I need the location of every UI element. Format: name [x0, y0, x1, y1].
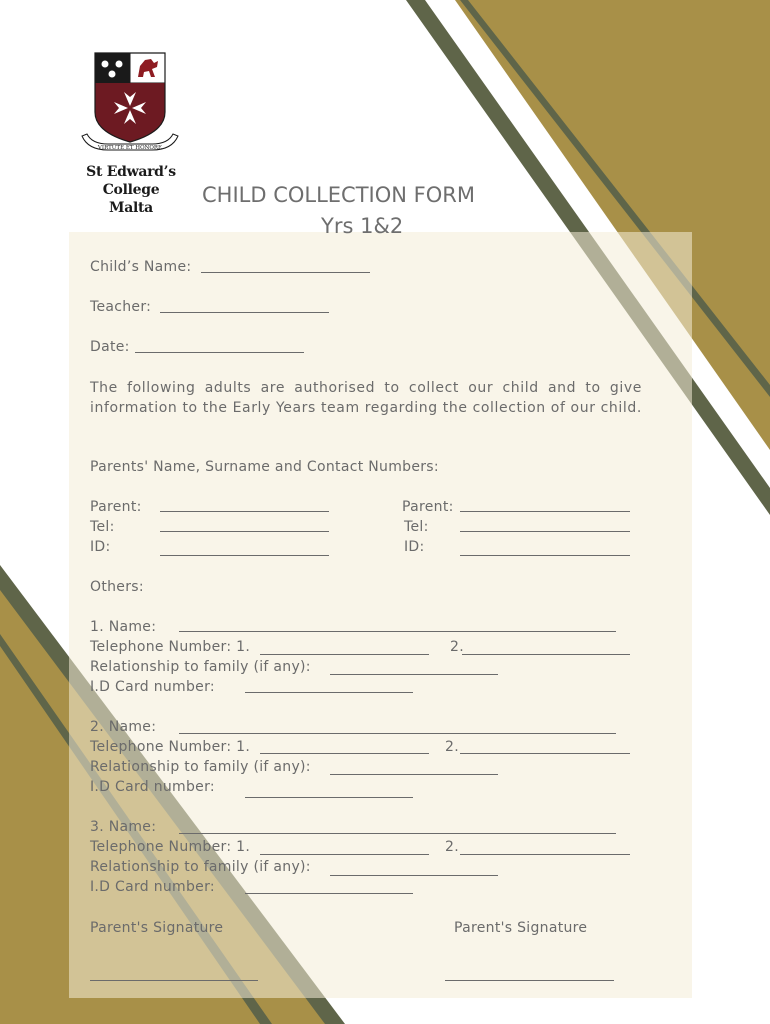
parent-2-tel-field[interactable]: [460, 531, 630, 532]
other-1-tel2-label: 2.: [450, 639, 464, 655]
other-1-name-label: 1. Name:: [90, 619, 157, 635]
other-1-tel2-field[interactable]: [462, 654, 630, 655]
other-2-name-field[interactable]: [179, 733, 616, 734]
parent-1-field[interactable]: [160, 511, 329, 512]
authorisation-statement: The following adults are authorised to collect our child and to give information to the Early Years team regarding the collection of our child.: [90, 380, 642, 416]
date-label: Date:: [90, 339, 130, 355]
signature-right-field[interactable]: [445, 980, 614, 981]
other-3-id-field[interactable]: [245, 893, 413, 894]
parents-heading: Parents' Name, Surname and Contact Numbers:: [90, 459, 439, 475]
other-2-id-field[interactable]: [245, 797, 413, 798]
parent-2-field[interactable]: [460, 511, 630, 512]
parent-2-id-label: ID:: [404, 539, 425, 555]
other-3-id-label: I.D Card number:: [90, 879, 215, 895]
college-name-line1: St Edward’s College: [86, 164, 176, 198]
other-3-tel-label: Telephone Number: 1.: [90, 839, 251, 855]
other-3-name-label: 3. Name:: [90, 819, 157, 835]
signature-left-field[interactable]: [90, 980, 258, 981]
childs-name-label: Child’s Name:: [90, 259, 192, 275]
parent-2-id-field[interactable]: [460, 555, 630, 556]
parent-1-tel-label: Tel:: [90, 519, 115, 535]
childs-name-field[interactable]: [201, 272, 370, 273]
other-3-relationship-label: Relationship to family (if any):: [90, 859, 311, 875]
other-1-relationship-label: Relationship to family (if any):: [90, 659, 311, 675]
date-field[interactable]: [135, 352, 304, 353]
form-subtitle: Yrs 1&2: [321, 214, 404, 238]
other-1-name-field[interactable]: [179, 631, 616, 632]
college-name-line2: Malta: [109, 200, 153, 216]
other-1-relationship-field[interactable]: [330, 674, 498, 675]
parent-1-id-field[interactable]: [160, 555, 329, 556]
other-3-tel2-label: 2.: [445, 839, 459, 855]
parent-1-tel-field[interactable]: [160, 531, 329, 532]
parent-2-label: Parent:: [402, 499, 454, 515]
college-name: [58, 163, 204, 217]
other-1-tel-label: Telephone Number: 1.: [90, 639, 251, 655]
other-1-id-field[interactable]: [245, 692, 413, 693]
others-heading: Others:: [90, 579, 144, 595]
parent-1-id-label: ID:: [90, 539, 111, 555]
other-2-tel1-field[interactable]: [260, 753, 429, 754]
parent-2-tel-label: Tel:: [404, 519, 429, 535]
signature-right-label: Parent's Signature: [454, 920, 588, 936]
parent-1-label: Parent:: [90, 499, 142, 515]
crest-motto: VIRTUTE ET HONORE: [97, 145, 163, 151]
other-3-relationship-field[interactable]: [330, 875, 498, 876]
other-2-id-label: I.D Card number:: [90, 779, 215, 795]
college-crest-logo: [78, 50, 184, 160]
other-3-tel2-field[interactable]: [460, 854, 630, 855]
other-3-name-field[interactable]: [179, 833, 616, 834]
other-2-relationship-label: Relationship to family (if any):: [90, 759, 311, 775]
other-2-tel2-field[interactable]: [460, 753, 630, 754]
other-2-tel-label: Telephone Number: 1.: [90, 739, 251, 755]
teacher-field[interactable]: [160, 312, 329, 313]
teacher-label: Teacher:: [90, 299, 152, 315]
other-2-name-label: 2. Name:: [90, 719, 157, 735]
other-1-tel1-field[interactable]: [260, 654, 429, 655]
other-2-tel2-label: 2.: [445, 739, 459, 755]
other-1-id-label: I.D Card number:: [90, 679, 215, 695]
other-2-relationship-field[interactable]: [330, 774, 498, 775]
signature-left-label: Parent's Signature: [90, 920, 224, 936]
other-3-tel1-field[interactable]: [260, 854, 429, 855]
form-title: CHILD COLLECTION FORM: [202, 183, 475, 207]
